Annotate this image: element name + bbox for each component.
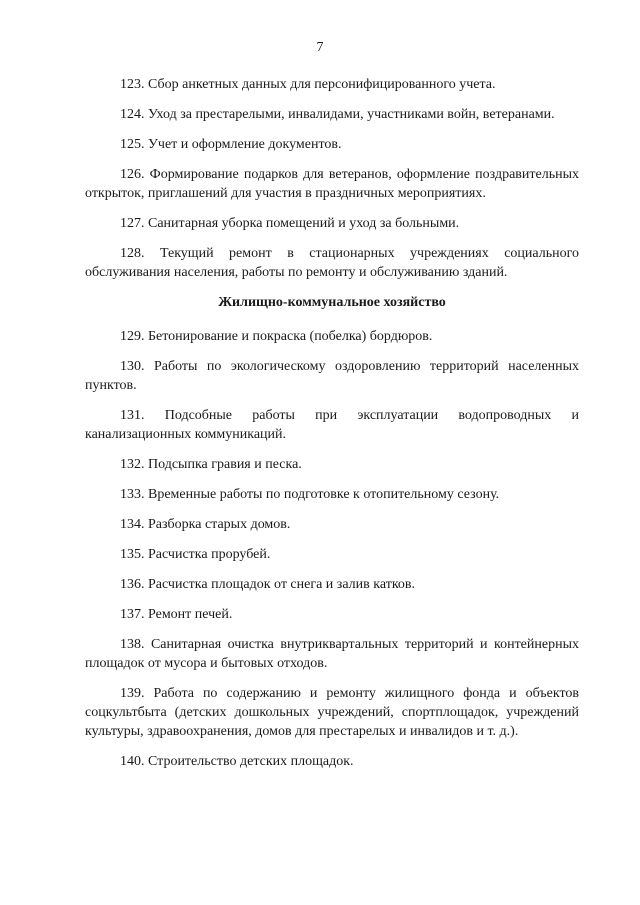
list-item-129: 129. Бетонирование и покраска (побелка) бордюров. xyxy=(120,329,433,344)
list-item-132: 132. Подсыпка гравия и песка. xyxy=(120,457,302,472)
list-item-137: 137. Ремонт печей. xyxy=(120,607,233,622)
document-body xyxy=(85,75,579,782)
page-number: 7 xyxy=(316,40,324,55)
list-item-134: 134. Разборка старых домов. xyxy=(120,517,291,532)
section-heading: Жилищно-коммунальное хозяйство xyxy=(218,295,446,310)
list-item-133: 133. Временные работы по подготовке к отопительному сезону. xyxy=(120,487,500,502)
list-item-140: 140. Строительство детских площадок. xyxy=(120,754,354,769)
list-item-130: 130. Работы по экологическому оздоровлению территорий населенных пунктов. xyxy=(85,359,579,393)
list-item-124: 124. Уход за престарелыми, инвалидами, участниками войн, ветеранами. xyxy=(120,107,555,122)
list-item-125: 125. Учет и оформление документов. xyxy=(120,137,342,152)
list-item-138: 138. Санитарная очистка внутриквартальных территорий и контейнерных площадок от мусора и бытовых отходов. xyxy=(85,637,579,671)
list-item-126: 126. Формирование подарков для ветеранов, оформление поздравительных открыток, приглашений для участия в праздничных мероприятиях. xyxy=(85,167,579,201)
list-item-136: 136. Расчистка площадок от снега и залив катков. xyxy=(120,577,416,592)
list-item-128: 128. Текущий ремонт в стационарных учреждениях социального обслуживания населения, работы по ремонту и обслуживанию зданий. xyxy=(85,246,579,280)
list-item-127: 127. Санитарная уборка помещений и уход за больными. xyxy=(120,216,460,231)
list-item-135: 135. Расчистка прорубей. xyxy=(120,547,271,562)
list-item-123: 123. Сбор анкетных данных для персонифицированного учета. xyxy=(120,77,496,92)
list-item-139: 139. Работа по содержанию и ремонту жилищного фонда и объектов соцкультбыта (детских дошкольных учреждений, спортплощадок, учреждений культуры, здравоохранения, домов для престарелых и инвалидов и т. д.). xyxy=(85,686,579,739)
list-item-131: 131. Подсобные работы при эксплуатации водопроводных и канализационных коммуникаций. xyxy=(85,408,579,442)
